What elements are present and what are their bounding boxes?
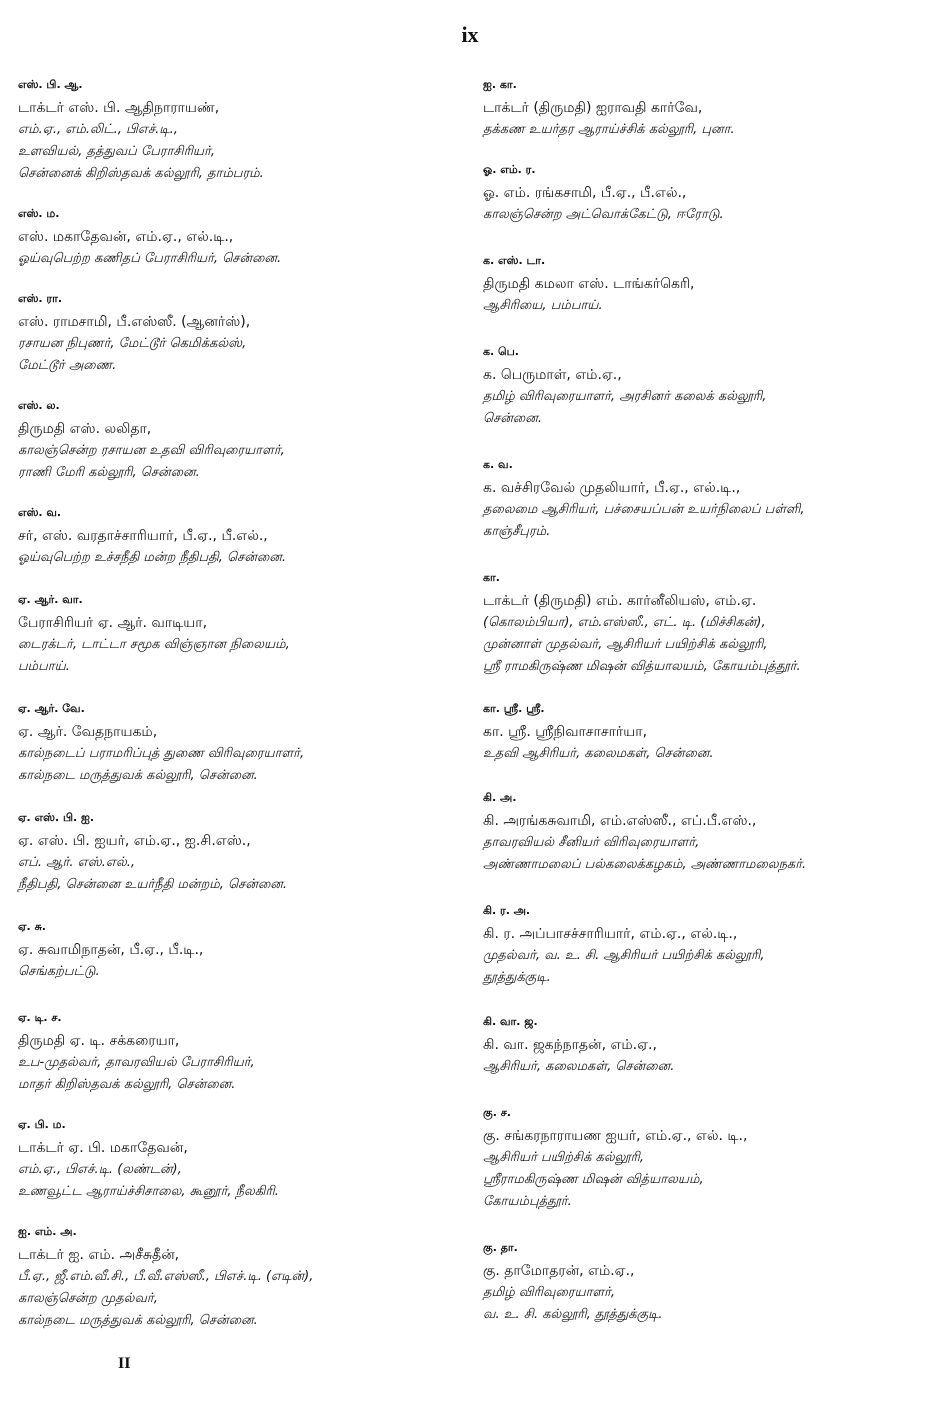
left-column: [18, 78, 463, 1332]
contributor-detail: உணவூட்ட ஆராய்ச்சிசாலை, கூனூர், நீலகிரி.: [18, 1184, 279, 1199]
contributor-detail: டைரக்டர், டாட்டா சமூக விஞ்ஞான நிலையம்,: [18, 637, 290, 652]
contributor-entry: [18, 506, 463, 569]
contributor-detail: முன்னாள் முதல்வர், ஆசிரியர் பயிற்சிக் கல்லூரி,: [483, 637, 768, 652]
contributor-entry: [483, 1015, 923, 1078]
contributor-detail: தக்கண உயர்தர ஆராய்ச்சிக் கல்லூரி, புனா.: [483, 122, 735, 137]
contributor-detail: ஆசிரியை, பம்பாய்.: [483, 298, 603, 313]
page-number: ix: [461, 22, 479, 47]
contributor-entry: [18, 78, 463, 185]
contributor-entry: [18, 207, 463, 270]
sheet-mark: II: [118, 1355, 131, 1372]
contributor-name: டாக்டர் ஐ. எம். அசீசுதீன்,: [18, 1247, 180, 1263]
entry-abbreviation: கா.: [483, 571, 500, 584]
contributor-entry: [483, 791, 923, 876]
contributor-detail: எப். ஆர். எஸ்.எல்.,: [18, 855, 136, 870]
contributor-entry: [483, 1241, 923, 1326]
entry-abbreviation: ஏ. ஆர். வா.: [18, 593, 83, 606]
contributor-entry: [18, 1225, 463, 1332]
contributor-detail: தலைமை ஆசிரியர், பச்சையப்பன் உயர்நிலைப் பள்ளி,: [483, 502, 805, 517]
contributor-detail: ஸ்ரீராமகிருஷ்ண மிஷன் வித்யாலயம்,: [483, 1172, 704, 1187]
contributor-name: கு. தாமோதரன், எம்.ஏ.,: [483, 1263, 635, 1279]
contributor-detail: ஆசிரியர், கலைமகள், சென்னை.: [483, 1059, 675, 1074]
contributor-entry: [18, 292, 463, 377]
contributor-name: டாக்டர் (திருமதி) எம். கார்னீலியஸ், எம்.ஏ.: [483, 593, 757, 609]
contributor-entry: [18, 920, 463, 983]
contributor-detail: ஓய்வுபெற்ற உச்சநீதி மன்ற நீதிபதி, சென்னை.: [18, 550, 286, 565]
contributor-detail: நீதிபதி, சென்னை உயர்நீதி மன்றம், சென்னை.: [18, 877, 287, 892]
contributor-detail: ஸ்ரீ ராமகிருஷ்ண மிஷன் வித்யாலயம், கோயம்புத்தூர்.: [483, 659, 801, 674]
contributor-entry: [18, 399, 463, 484]
entry-abbreviation: ஐ. கா.: [483, 78, 517, 91]
contributor-detail: காஞ்சீபுரம்.: [483, 524, 551, 539]
entry-abbreviation: கு. தா.: [483, 1241, 518, 1254]
contributor-name: கா. ஸ்ரீ. ஸ்ரீநிவாசாசார்யா,: [483, 724, 648, 740]
entry-abbreviation: எஸ். ல.: [18, 399, 60, 412]
contributor-detail: ராணி மேரி கல்லூரி, சென்னை.: [18, 465, 200, 480]
contributor-detail: (கொலம்பியா), எம்.எஸ்ஸீ., எட். டி. (மிச்சிகன்),: [483, 615, 766, 630]
contributor-name: கி. வா. ஜகந்நாதன், எம்.ஏ.,: [483, 1037, 657, 1053]
contributor-entry: [483, 163, 923, 226]
contributor-detail: கோயம்புத்தூர்.: [483, 1194, 572, 1209]
entry-abbreviation: க. வ.: [483, 458, 513, 471]
entry-abbreviation: எஸ். வ.: [18, 506, 62, 519]
contributor-name: கி. அரங்கசுவாமி, எம்.எஸ்ஸீ., எப்.பீ.எஸ்.,: [483, 813, 757, 829]
entry-abbreviation: ஓ. எம். ர.: [483, 163, 536, 176]
contributor-name: கு. சங்கரநாராயண ஐயர், எம்.ஏ., எல். டி.,: [483, 1128, 748, 1144]
contributor-detail: பீ.ஏ., ஜீ.எம்.வீ.சி., பீ.வீ.எஸ்ஸீ., பிஎச்.டி. (எடின்),: [18, 1269, 314, 1284]
contributor-detail: காலஞ்சென்ற அட்வொக்கேட்டு, ஈரோடு.: [483, 207, 724, 222]
entry-abbreviation: எஸ். ம.: [18, 207, 60, 220]
entry-abbreviation: ஏ. சு.: [18, 920, 46, 933]
contributor-detail: ஆசிரியர் பயிற்சிக் கல்லூரி,: [483, 1150, 645, 1165]
contributor-name: எஸ். ராமசாமி, பீ.எஸ்ஸீ. (ஆனர்ஸ்),: [18, 314, 251, 330]
contributor-name: பேராசிரியர் ஏ. ஆர். வாடியா,: [18, 615, 208, 631]
contributor-detail: சென்னைக் கிறிஸ்தவக் கல்லூரி, தாம்பரம்.: [18, 166, 264, 181]
entry-abbreviation: கா. ஸ்ரீ. ஸ்ரீ.: [483, 702, 545, 715]
contributor-entry: [483, 78, 923, 141]
contributor-detail: தமிழ் விரிவுரையாளர், அரசினர் கலைக் கல்லூரி,: [483, 389, 767, 404]
entry-abbreviation: ஏ. பி. ம.: [18, 1118, 66, 1131]
contributor-name: க. பெருமாள், எம்.ஏ.,: [483, 367, 622, 383]
contributor-detail: உப-முதல்வர், தாவரவியல் பேராசிரியர்,: [18, 1055, 255, 1070]
contributor-detail: பம்பாய்.: [18, 659, 70, 674]
contributor-entry: [483, 254, 923, 317]
contributor-detail: தமிழ் விரிவுரையாளர்,: [483, 1285, 616, 1300]
contributor-entry: [483, 571, 923, 678]
contributor-name: திருமதி கமலா எஸ். டாங்கர்கெரி,: [483, 276, 695, 292]
contributor-name: திருமதி ஏ. டி. சக்கரையா,: [18, 1033, 180, 1049]
entry-abbreviation: க. எஸ். டா.: [483, 254, 546, 267]
contributor-name: ஏ. எஸ். பி. ஐயர், எம்.ஏ., ஐ.சி.எஸ்.,: [18, 833, 251, 849]
contributor-detail: தாவரவியல் சீனியர் விரிவுரையாளர்,: [483, 835, 700, 850]
contributor-entry: [18, 1011, 463, 1096]
entry-abbreviation: க. பெ.: [483, 345, 519, 358]
contributor-detail: மாதர் கிறிஸ்தவக் கல்லூரி, சென்னை.: [18, 1077, 236, 1092]
contributor-name: டாக்டர் ஏ. பி. மகாதேவன்,: [18, 1140, 188, 1156]
contributor-name: திருமதி எஸ். லலிதா,: [18, 421, 152, 437]
contributor-detail: முதல்வர், வ. உ. சி. ஆசிரியர் பயிற்சிக் கல்லூரி,: [483, 948, 765, 963]
contributor-entry: [483, 1106, 923, 1213]
contributor-detail: உதவி ஆசிரியர், கலைமகள், சென்னை.: [483, 746, 714, 761]
contributor-detail: கால்நடை மருத்துவக் கல்லூரி, சென்னை.: [18, 1313, 258, 1328]
contributor-entry: [483, 345, 923, 430]
contributor-name: டாக்டர் எஸ். பி. ஆதிநாராயண்,: [18, 100, 220, 116]
entry-abbreviation: எஸ். பி. ஆ.: [18, 78, 83, 91]
contributor-entry: [18, 811, 463, 896]
contributor-detail: எம்.ஏ., பிஎச்.டி. (லண்டன்),: [18, 1162, 182, 1177]
contributor-detail: அண்ணாமலைப் பல்கலைக்கழகம், அண்ணாமலைநகர்.: [483, 857, 807, 872]
entry-abbreviation: எஸ். ரா.: [18, 292, 63, 305]
contributor-name: கி. ர. அப்பாசச்சாரியார், எம்.ஏ., எல்.டி.,: [483, 926, 738, 942]
contributor-name: ஏ. ஆர். வேதநாயகம்,: [18, 724, 158, 740]
entry-abbreviation: கு. ச.: [483, 1106, 511, 1119]
contributor-detail: கால்நடைப் பராமரிப்புத் துணை விரிவுரையாளர்,: [18, 746, 305, 761]
contributor-entry: [483, 458, 923, 543]
contributor-detail: உளவியல், தத்துவப் பேராசிரியர்,: [18, 144, 215, 159]
contributor-name: டாக்டர் (திருமதி) ஐராவதி கார்வே,: [483, 100, 703, 116]
contributor-detail: கால்நடை மருத்துவக் கல்லூரி, சென்னை.: [18, 768, 258, 783]
contributor-detail: ஓய்வுபெற்ற கணிதப் பேராசிரியர், சென்னை.: [18, 251, 282, 266]
contributor-detail: ரசாயன நிபுணர், மேட்டூர் கெமிக்கல்ஸ்,: [18, 336, 247, 351]
contributor-name: சர், எஸ். வரதாச்சாரியார், பீ.ஏ., பீ.எல்.,: [18, 528, 268, 544]
contributor-detail: எம்.ஏ., எம்.லிட்., பிஎச்.டி.,: [18, 122, 178, 137]
contributor-detail: சென்னை.: [483, 411, 542, 426]
entry-abbreviation: ஐ. எம். அ.: [18, 1225, 77, 1238]
entry-abbreviation: ஏ. ஆர். வே.: [18, 702, 85, 715]
contributor-entry: [18, 702, 463, 787]
contributor-name: ஓ. எம். ரங்கசாமி, பீ.ஏ., பீ.எல்.,: [483, 185, 687, 201]
entry-abbreviation: ஏ. டி. ச.: [18, 1011, 62, 1024]
entry-abbreviation: கி. வா. ஜ.: [483, 1015, 538, 1028]
contributor-entry: [483, 702, 923, 765]
contributor-entry: [18, 1118, 463, 1203]
contributor-entry: [483, 904, 923, 989]
contributor-detail: வ. உ. சி. கல்லூரி, தூத்துக்குடி.: [483, 1307, 663, 1322]
contributor-detail: காலஞ்சென்ற ரசாயன உதவி விரிவுரையாளர்,: [18, 443, 285, 458]
right-column: [483, 78, 923, 1326]
entry-abbreviation: கி. அ.: [483, 791, 517, 804]
entry-abbreviation: ஏ. எஸ். பி. ஐ.: [18, 811, 95, 824]
contributor-detail: தூத்துக்குடி.: [483, 970, 551, 985]
contributor-name: எஸ். மகாதேவன், எம்.ஏ., எல்.டி.,: [18, 229, 234, 245]
contributor-name: ஏ. சுவாமிநாதன், பீ.ஏ., பீ.டி.,: [18, 942, 204, 958]
contributor-detail: காலஞ்சென்ற முதல்வர்,: [18, 1291, 158, 1306]
contributor-detail: செங்கற்பட்டு.: [18, 964, 100, 979]
contributor-entry: [18, 593, 463, 678]
contributor-detail: மேட்டூர் அணை.: [18, 358, 117, 373]
entry-abbreviation: கி. ர. அ.: [483, 904, 531, 917]
contributor-name: க. வச்சிரவேல் முதலியார், பீ.ஏ., எல்.டி.,: [483, 480, 741, 496]
